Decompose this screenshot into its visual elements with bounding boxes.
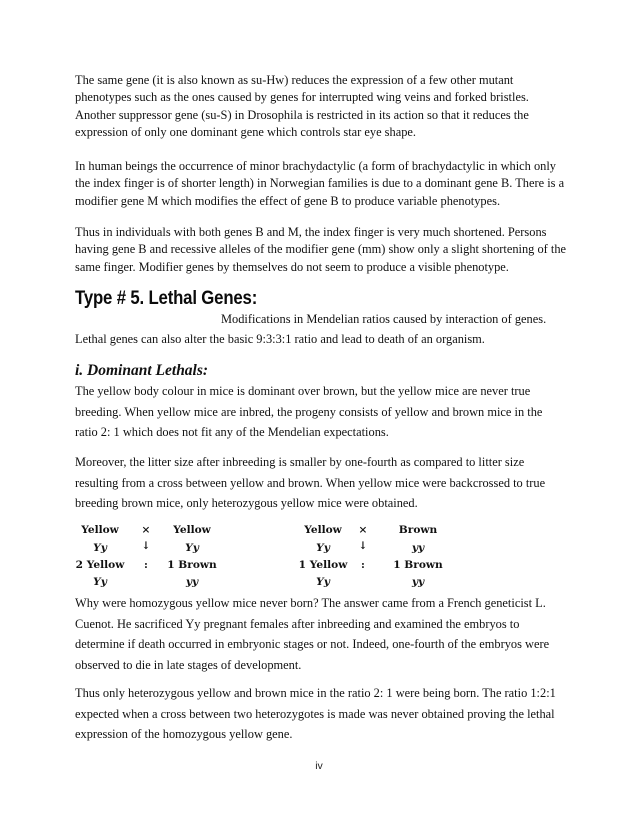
cross-right-offspring-genotype2: yy (411, 576, 425, 588)
cross-right-offspring-genotype1: Yy (316, 576, 330, 588)
paragraph-cuenot: Why were homozygous yellow mice never born? The answer came from a French geneticist L. Cuenot. He sacrificed Yy pregnant females after inbreeding and examined the embryos to determine if death occurred in embryonic stages or not. Indeed, one-fourth of the embryos were observed to die in late stages of development. (75, 596, 550, 672)
paragraph-litter-size: Moreover, the litter size after inbreeding is smaller by one-fourth as compared to litter size resulting from a cross between yellow and brown. When yellow mice were backcrossed to true breeding brown mice, only heterozygous yellow mice were obtained. (75, 455, 546, 511)
cross-right-genotype1: Yy (316, 542, 330, 554)
paragraph-lethal-ratio: Lethal genes can also alter the basic 9:3:3:1 ratio and lead to death of an organism. (75, 332, 485, 346)
figure-caption: Modifications in Mendelian ratios caused by interaction of genes. (221, 312, 547, 326)
paragraph-suppressor-genes: The same gene (it is also known as su-Hw) reduces the expression of a few other mutant phenotypes such as the ones caused by genes for interrupted wing veins and forked bristles. Another suppressor gene (su-S) in Drosophila is restricted in its action so that it reduces the expression of only one dominant gene which controls star eye shape. (75, 73, 529, 139)
cross-right-times: × (358, 524, 368, 536)
page-number: iv (315, 760, 323, 772)
subheading-dominant-lethals: i. Dominant Lethals: (75, 362, 209, 379)
cross-left-parent1: Yellow (81, 524, 119, 536)
cross-left-colon: : (144, 559, 148, 571)
cross-left-offspring-genotype2: yy (185, 576, 199, 588)
cross-left-offspring2: 1 Brown (167, 559, 217, 571)
paragraph-lethal-expression: Thus only heterozygous yellow and brown mice in the ratio 2: 1 were being born. The ratio 1:2:1 expected when a cross between two heterozygotes is made was never obtained proving the lethal expression of the homozygous yellow gene. (75, 686, 556, 742)
cross-right-genotype2: yy (411, 542, 425, 554)
cross-left-genotype2: Yy (185, 542, 199, 554)
cross-left-arrow: ↓ (141, 540, 151, 552)
cross-right-offspring1: 1 Yellow (298, 559, 348, 571)
paragraph-yellow-mice: The yellow body colour in mice is dominant over brown, but the yellow mice are never true breeding. When yellow mice are inbred, the progeny consists of yellow and brown mice in the ratio 2: 1 which does not fit any of the Mendelian expectations. (75, 384, 543, 440)
paragraph-brachydactyly: In human beings the occurrence of minor brachydactylic (a form of brachydactylic in which only the index finger is of shorter length) in Norwegian families is due to a dominant gene B. There is a modifier gene M which modifies the effect of gene B to produce variable phenotypes. (75, 159, 565, 208)
cross-right-arrow: ↓ (358, 540, 368, 552)
paragraph-modifier-genes: Thus in individuals with both genes B and M, the index finger is very much shortened. Persons having gene B and recessive alleles of the modifier gene (mm) show only a slight shortening of the same finger. Modifier genes by themselves do not seem to produce a visible phenotype. (75, 225, 567, 274)
cross-left-offspring1: 2 Yellow (75, 559, 125, 571)
cross-right-parent1: Yellow (304, 524, 342, 536)
cross-left-parent2: Yellow (173, 524, 211, 536)
cross-left-genotype1: Yy (93, 542, 107, 554)
cross-left-offspring-genotype1: Yy (93, 576, 107, 588)
section-heading-lethal-genes: Type # 5. Lethal Genes: (75, 287, 258, 309)
cross-right-offspring2: 1 Brown (393, 559, 443, 571)
cross-left-times: × (141, 524, 151, 536)
cross-right-parent2: Brown (398, 524, 438, 536)
cross-right-colon: : (361, 559, 365, 571)
